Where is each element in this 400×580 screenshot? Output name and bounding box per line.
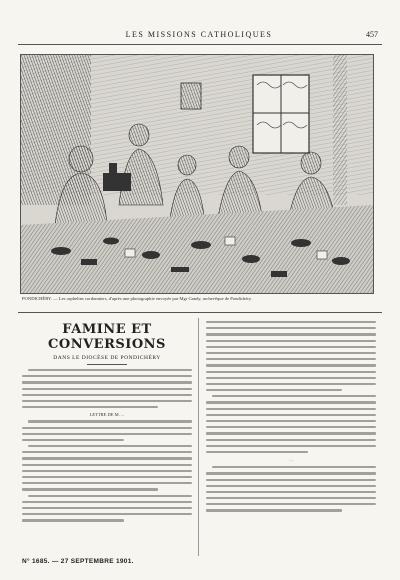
article-subtitle: DANS LE DIOCÈSE DE PONDICHÉRY (53, 355, 161, 361)
right-subhead: ... (289, 457, 293, 463)
engraving-image (20, 54, 374, 294)
image-caption: PONDICHÉRY. — Les orphelins cordonniers, d'après une photographie envoyée par Mgr Gandy, archevêque de Pondichéry. (22, 296, 253, 301)
article-title: FAMINE ET CONVERSIONS (48, 322, 166, 352)
left-subhead: LETTRE DE M. ... (89, 412, 125, 418)
publication-title: LES MISSIONS CATHOLIQUES (125, 30, 273, 39)
header-rule (18, 44, 382, 45)
column-divider (198, 318, 199, 556)
title-rule (87, 364, 127, 365)
issue-footer: N° 1685. — 27 SEPTEMBRE 1901. (22, 558, 134, 565)
left-column (22, 318, 192, 526)
caption-rule (18, 312, 382, 313)
right-body-text (206, 321, 376, 512)
page-number: 457 (366, 30, 378, 39)
right-column (206, 318, 376, 516)
workshop-engraving-icon (21, 55, 373, 293)
page-header (18, 30, 380, 42)
left-body-text (22, 369, 192, 522)
